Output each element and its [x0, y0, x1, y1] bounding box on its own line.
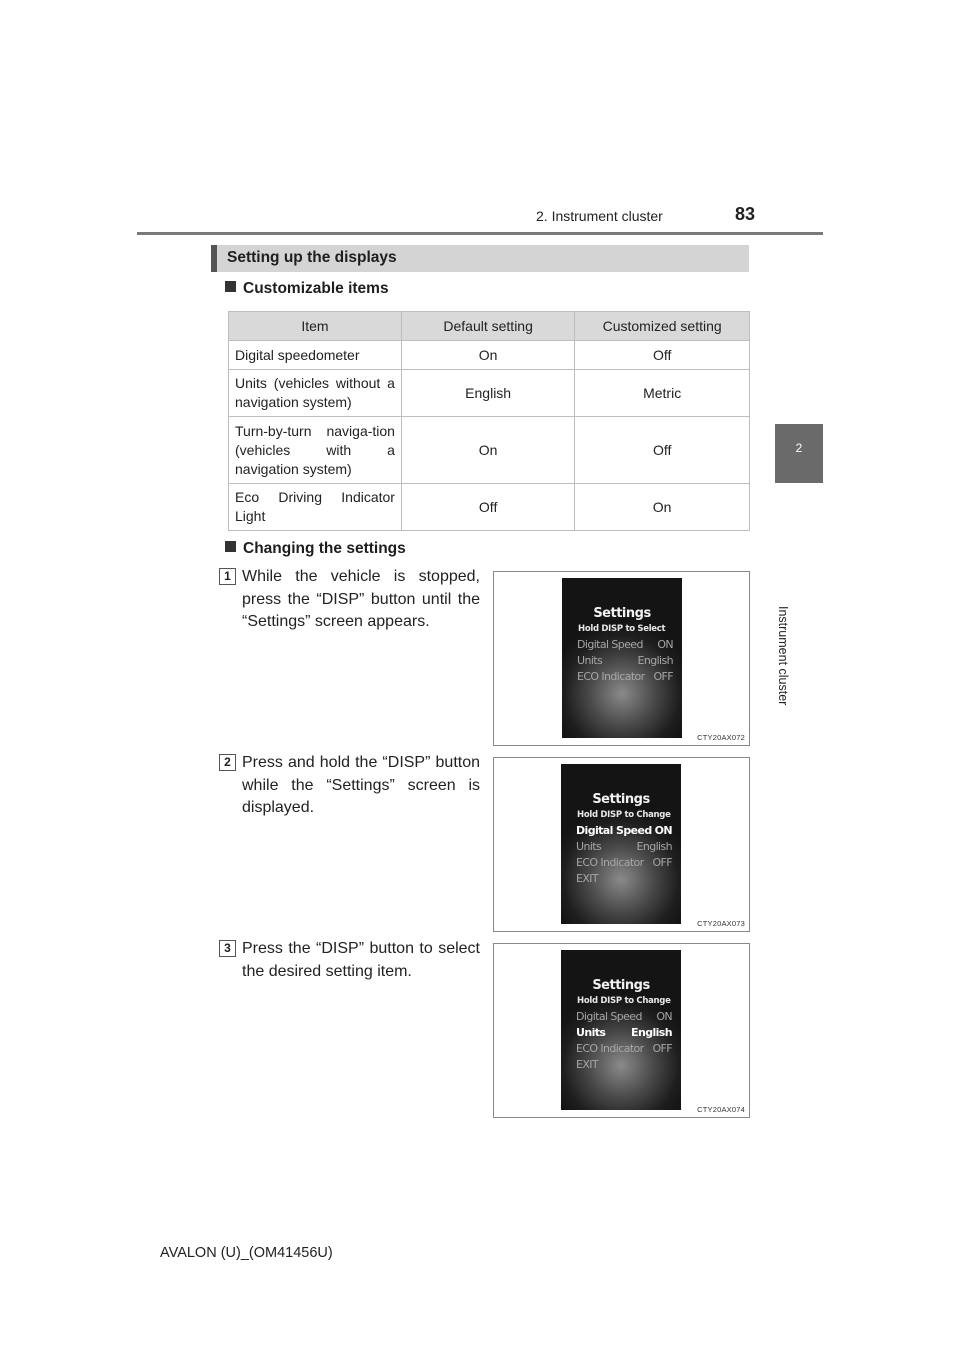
table-cell-custom: Metric [575, 370, 750, 417]
header-rule [137, 232, 823, 235]
step-text: Press the “DISP” button to select the desired setting item. [242, 940, 480, 980]
table-cell-default: On [401, 341, 574, 370]
step-figure [493, 757, 750, 932]
screen-title: Settings [593, 606, 651, 621]
table-cell-default: English [401, 370, 574, 417]
step-number-badge: 2 [219, 754, 236, 771]
screen-row: Digital Speed ON [576, 1010, 672, 1023]
screen-row-selected: Digital Speed ON [576, 824, 672, 837]
column-header-custom: Customized setting [575, 312, 750, 341]
screen-row: EXIT [576, 872, 599, 885]
step-number-badge: 1 [219, 568, 236, 585]
table-row [229, 484, 750, 531]
table-row [229, 417, 750, 484]
table-header-row [229, 312, 750, 341]
chapter-tab-label: Instrument cluster [776, 606, 790, 706]
section-heading: Setting up the displays [227, 249, 397, 266]
table-cell-custom: Off [575, 417, 750, 484]
changing-settings-heading: Changing the settings [225, 540, 406, 558]
section-heading-bar [211, 245, 749, 272]
section-title: 2. Instrument cluster [536, 208, 663, 224]
screen-subtitle: Hold DISP to Change [577, 996, 671, 1006]
step-figure [493, 571, 750, 746]
settings-screen [561, 764, 681, 924]
step-number-badge: 3 [219, 940, 236, 957]
screen-row-selected: Units English [576, 1026, 672, 1039]
screen-subtitle: Hold DISP to Change [577, 810, 671, 820]
table-cell-default: On [401, 417, 574, 484]
page-number: 83 [735, 204, 756, 224]
table-cell-custom: On [575, 484, 750, 531]
customizable-items-table [228, 311, 750, 531]
screen-row: Units English [576, 840, 672, 853]
table-row [229, 370, 750, 417]
table-cell-custom: Off [575, 341, 750, 370]
screen-row: ECO Indicator OFF [576, 1042, 672, 1055]
step-figure [493, 943, 750, 1118]
step-text: While the vehicle is stopped, press the “DISP” button until the “Settings” screen appears. [242, 568, 480, 630]
screen-row: Digital Speed ON [577, 638, 673, 651]
column-header-default: Default setting [401, 312, 574, 341]
screen-row: Units English [577, 654, 673, 667]
screen-title: Settings [592, 978, 650, 993]
chapter-tab [775, 424, 823, 483]
table-cell-item: Eco Driving Indicator Light [229, 484, 402, 531]
table-cell-item: Turn-by-turn naviga-tion (vehicles with a navigation system) [229, 417, 402, 484]
screen-row: ECO Indicator OFF [577, 670, 673, 683]
settings-screen [561, 950, 681, 1110]
screen-row: ECO Indicator OFF [576, 856, 672, 869]
customizable-items-heading: Customizable items [225, 280, 389, 298]
chapter-tab-number: 2 [795, 441, 803, 455]
square-bullet-icon [225, 281, 236, 292]
screen-title: Settings [592, 792, 650, 807]
step-text: Press and hold the “DISP” button while the “Settings” screen is displayed. [242, 754, 480, 816]
figure-code: CTY20AX073 [697, 919, 745, 928]
table-cell-item: Digital speedometer [229, 341, 402, 370]
screen-subtitle: Hold DISP to Select [578, 624, 666, 634]
square-bullet-icon [225, 541, 236, 552]
table-cell-default: Off [401, 484, 574, 531]
figure-code: CTY20AX074 [697, 1105, 745, 1114]
column-header-item: Item [229, 312, 402, 341]
table-cell-item: Units (vehicles without a navigation system) [229, 370, 402, 417]
table-row [229, 341, 750, 370]
settings-screen [562, 578, 682, 738]
document-footer: AVALON (U)_(OM41456U) [160, 1245, 333, 1261]
figure-code: CTY20AX072 [697, 733, 745, 742]
screen-row: EXIT [576, 1058, 599, 1071]
